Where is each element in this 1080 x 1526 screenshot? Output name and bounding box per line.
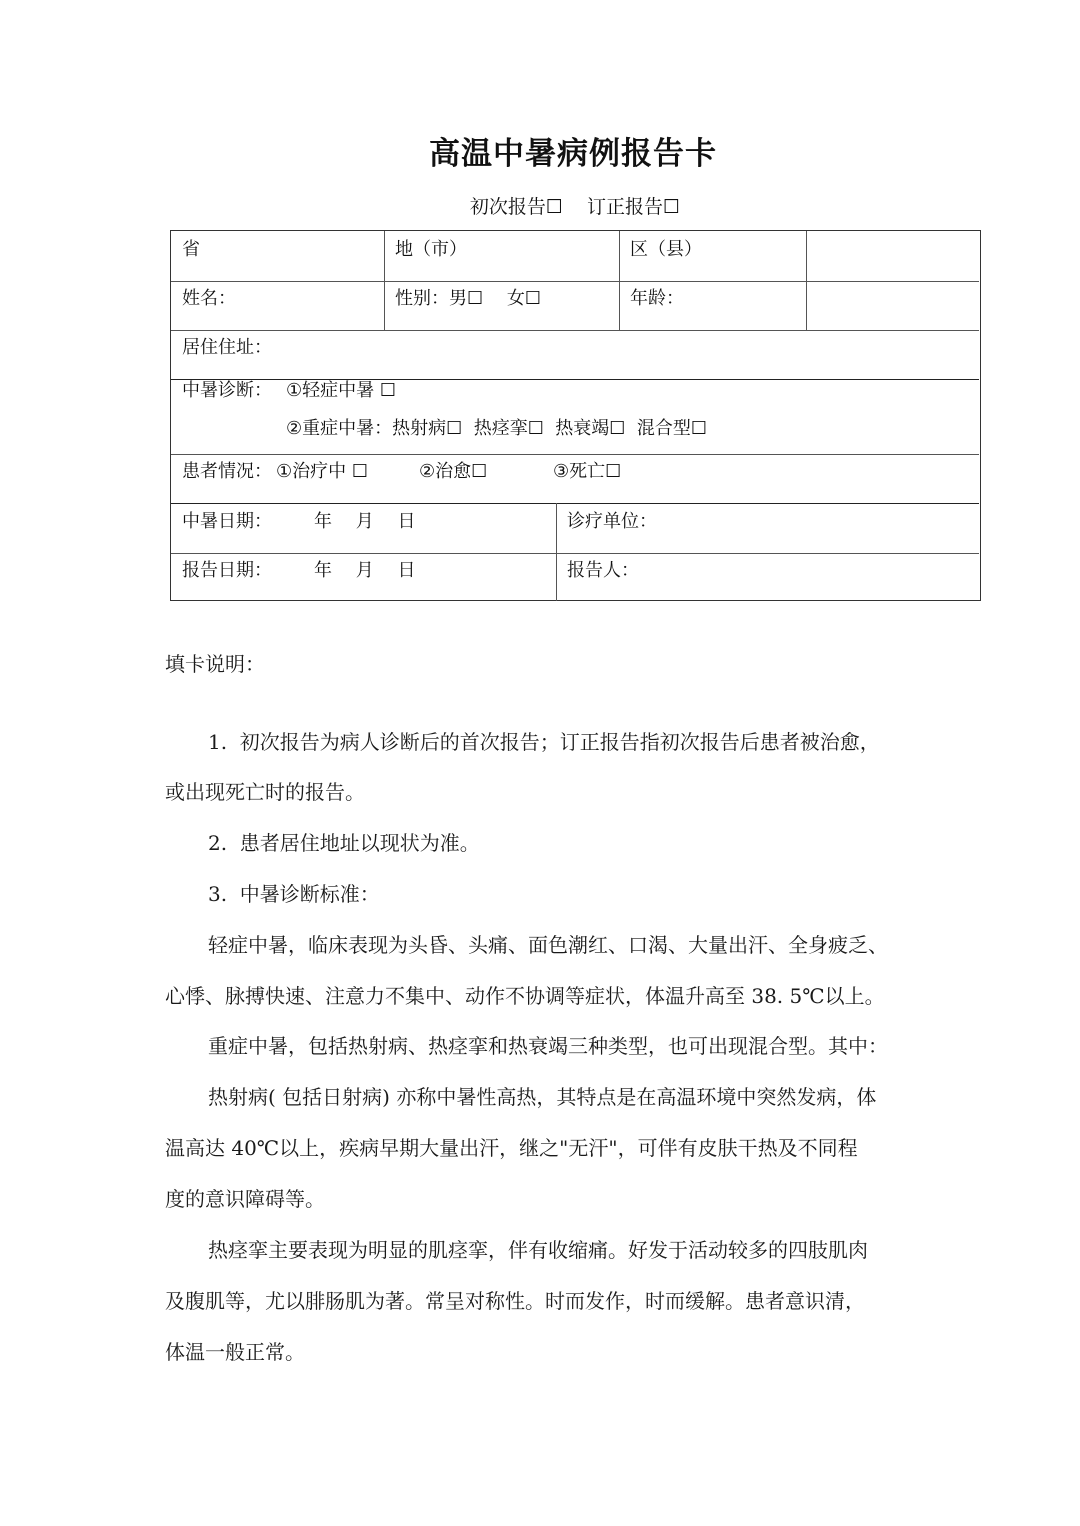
district-label: 区（县） <box>630 239 702 260</box>
treatment-unit-label: 诊疗单位： <box>567 511 657 532</box>
name-label: 姓名： <box>182 288 236 309</box>
address-label: 居住住址： <box>182 337 272 358</box>
instruction-line: 3. 中暑诊断标准： <box>208 882 380 906</box>
page-title: 高温中暑病例报告卡 <box>429 136 717 172</box>
gender-field[interactable]: 性别：男☐ 女☐ <box>395 288 541 309</box>
report-type-options <box>0 192 1080 219</box>
status-died-checkbox[interactable]: ③死亡☐ <box>553 461 622 482</box>
correction-report-checkbox[interactable]: 订正报告☐ <box>587 196 681 218</box>
instruction-line: 热痉挛主要表现为明显的肌痉挛，伴有收缩痛。好发于活动较多的四肢肌肉 <box>208 1238 868 1262</box>
severe-heatstroke-options[interactable]: ②重症中暑：热射病☐ 热痉挛☐ 热衰竭☐ 混合型☐ <box>286 418 708 439</box>
instruction-line: 热射病( 包括日射病) 亦称中暑性高热，其特点是在高温环境中突然发病，体 <box>208 1085 877 1109</box>
diagnosis-label: 中暑诊断： <box>182 380 272 401</box>
report-date-label: 报告日期： <box>182 560 272 581</box>
instruction-line: 或出现死亡时的报告。 <box>165 780 365 804</box>
mild-heatstroke-checkbox[interactable]: ①轻症中暑 ☐ <box>286 380 396 401</box>
patient-status-label: 患者情况： <box>182 461 272 482</box>
instruction-line: 1. 初次报告为病人诊断后的首次报告；订正报告指初次报告后患者被治愈， <box>208 730 880 754</box>
instruction-line: 体温一般正常。 <box>165 1340 305 1364</box>
reporter-label: 报告人： <box>567 560 639 581</box>
instructions-heading: 填卡说明： <box>165 652 265 676</box>
report-card <box>170 230 981 601</box>
report-date-units: 年 月 日 <box>314 560 416 581</box>
initial-report-checkbox[interactable]: 初次报告☐ <box>469 196 563 218</box>
instruction-line: 心悸、脉搏快速、注意力不集中、动作不协调等症状，体温升高至 38. 5℃以上。 <box>165 984 885 1008</box>
onset-date-label: 中暑日期： <box>182 511 272 532</box>
city-label: 地（市） <box>395 239 467 260</box>
status-cured-checkbox[interactable]: ②治愈☐ <box>419 461 488 482</box>
status-treating-checkbox[interactable]: ①治疗中 ☐ <box>276 461 368 482</box>
onset-date-units: 年 月 日 <box>314 511 416 532</box>
instruction-line: 度的意识障碍等。 <box>165 1187 325 1211</box>
instruction-line: 温高达 40℃以上，疾病早期大量出汗，继之"无汗"，可伴有皮肤干热及不同程 <box>165 1136 858 1160</box>
instruction-line: 及腹肌等，尤以腓肠肌为著。常呈对称性。时而发作，时而缓解。患者意识清， <box>165 1289 865 1313</box>
instruction-line: 2. 患者居住地址以现状为准。 <box>208 831 480 855</box>
province-label: 省 <box>182 239 200 260</box>
age-label: 年龄： <box>630 288 684 309</box>
instruction-line: 轻症中暑，临床表现为头昏、头痛、面色潮红、口渴、大量出汗、全身疲乏、 <box>208 933 888 957</box>
instruction-line: 重症中暑，包括热射病、热痉挛和热衰竭三种类型，也可出现混合型。其中： <box>208 1034 888 1058</box>
